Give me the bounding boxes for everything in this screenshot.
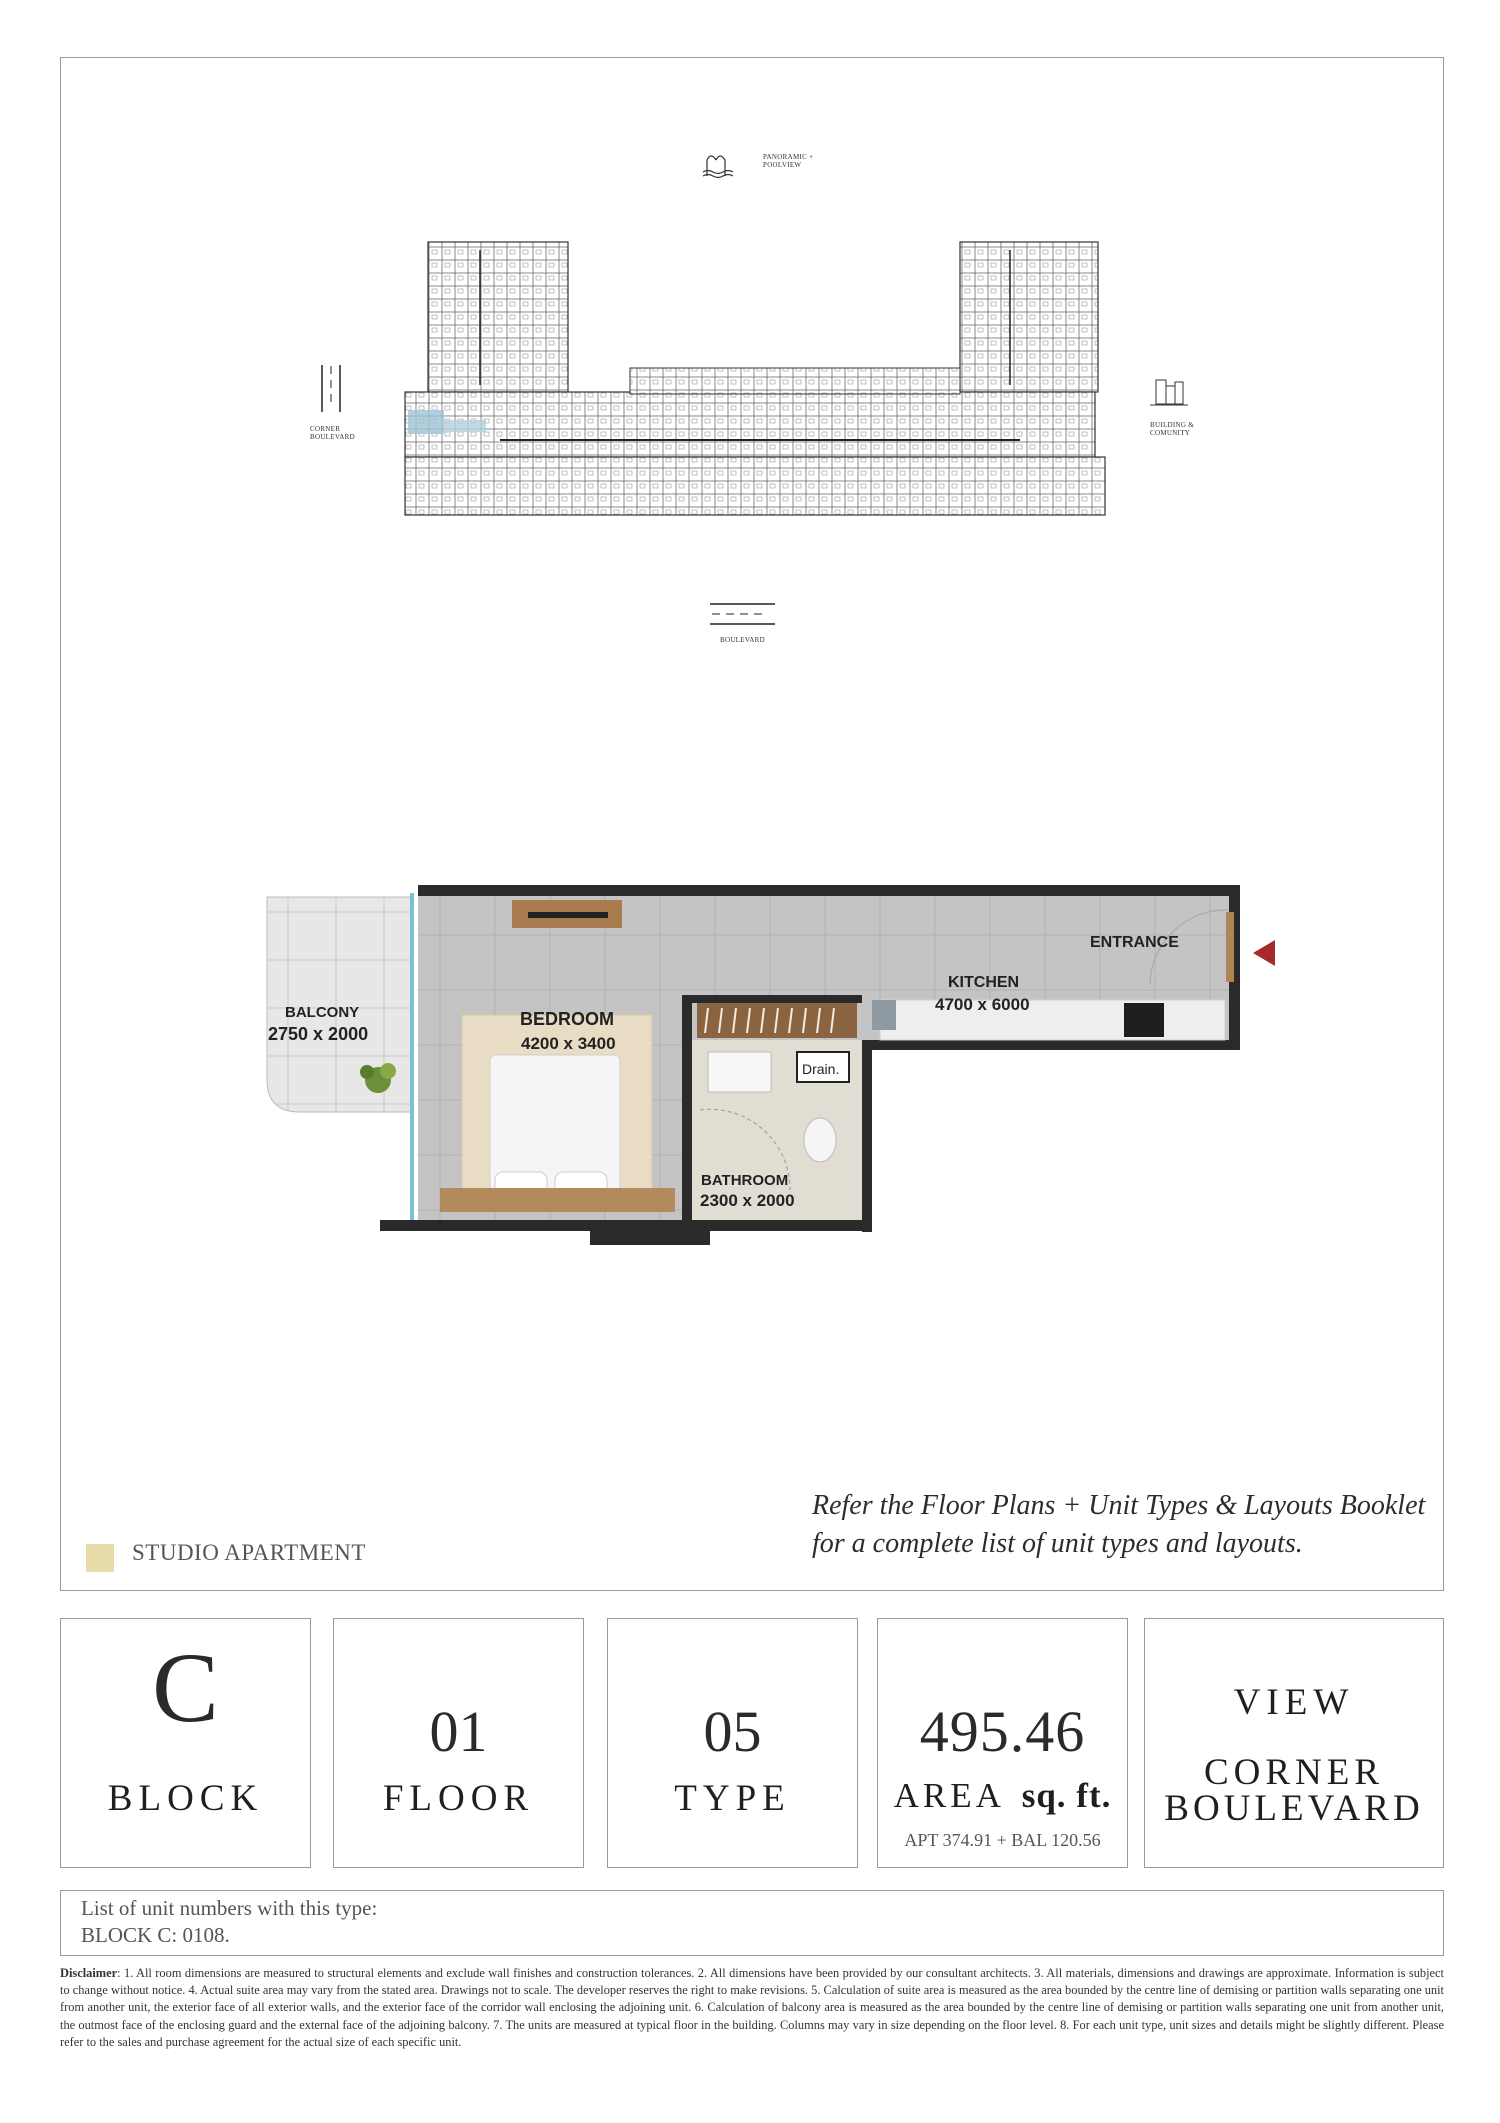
type-label: TYPE (674, 1778, 791, 1819)
unit-numbers-list: BLOCK C: 0108. (81, 1923, 230, 1947)
drain-label: Drain. (802, 1061, 840, 1077)
pool-icon (703, 156, 733, 178)
type-value: 05 (703, 1699, 762, 1764)
label-line: POOLVIEW (763, 161, 802, 169)
block-box (60, 1618, 311, 1868)
kitchen-size: 4700 x 6000 (935, 995, 1030, 1014)
unit-numbers-box (60, 1890, 1444, 1956)
key-plan-label-top (763, 153, 813, 169)
disclaimer-title: Disclaimer (60, 1966, 118, 1980)
balcony-size: 2750 x 2000 (268, 1024, 369, 1044)
disclaimer (60, 1965, 1444, 2051)
view-value-line1: CORNER (1203, 1752, 1385, 1793)
label-line: COMUNITY (1150, 429, 1191, 437)
bedroom-size: 4200 x 3400 (521, 1034, 616, 1053)
cooktop (1124, 1003, 1164, 1037)
building-footprint (405, 242, 1105, 515)
kitchen-counter (880, 1000, 1225, 1040)
area-value: 495.46 (919, 1699, 1086, 1764)
washbasin (708, 1052, 771, 1092)
view-label: VIEW (1233, 1682, 1355, 1723)
label-line: BOULEVARD (310, 433, 355, 441)
key-plan-label-left (310, 425, 355, 441)
bedroom-name: BEDROOM (520, 1009, 614, 1029)
road-horizontal-icon (710, 604, 775, 624)
road-vertical-icon (322, 365, 340, 412)
block-label: BLOCK (107, 1778, 264, 1819)
area-breakdown: APT 374.91 + BAL 120.56 (904, 1830, 1101, 1850)
disclaimer-text: : 1. All room dimensions are measured to structural elements and exclude wall finishes and construction tolerances. 2. All dimensions have been provided by our consultant architects. 3. All materials, dimensions and drawings are approximate. Information is subject to change without notice. 4. Actual suite area may vary from the stated area. Drawings not to scale. The developer reserves the right to make revisions. 5. Calculation of suite area is measured as the area bounded by the centre line of demising or partition walls separating one unit from another unit, the exterior face of all exterior walls, and the exterior face of the corridor wall enclosing the adjoining unit. 6. Calculation of balcony area is measured as the area bounded by the centre line of demising or partition walls separating one unit from another unit, the outmost face of the enclosing guard and the external face of the adjoining balcony. 7. The units are measured at typical floor in the building. Columns may vary in size depending on the floor level. 8. For each unit type, unit sizes and details might be slightly different. Please refer to the sales and purchase agreement for the actual size of each specific unit. (60, 1966, 1444, 2049)
refer-note: Refer the Floor Plans + Unit Types & Layouts Booklet for a complete list of unit types and layouts. (812, 1490, 1426, 1559)
key-plan-label-right (1150, 421, 1194, 437)
key-plan-label-bottom: BOULEVARD (720, 636, 765, 644)
type-box (607, 1618, 858, 1868)
bed-headboard (440, 1188, 675, 1212)
bathroom-name: BATHROOM (701, 1172, 789, 1189)
area-box (877, 1618, 1128, 1868)
entrance-door (1226, 912, 1234, 982)
entrance-arrow-icon (1253, 940, 1275, 966)
bathroom-size: 2300 x 2000 (700, 1191, 795, 1210)
balcony-name: BALCONY (285, 1004, 360, 1021)
kitchen-name: KITCHEN (948, 974, 1020, 991)
balcony-area (267, 893, 412, 1230)
key-plan (0, 0, 1500, 700)
entrance-name: ENTRANCE (1090, 934, 1179, 951)
floor-value: 01 (429, 1699, 488, 1764)
view-value-line2: BOULEVARD (1164, 1788, 1424, 1829)
legend-label: STUDIO APARTMENT (132, 1540, 366, 1565)
label-line: CORNER (310, 425, 341, 433)
building-icon (1150, 380, 1188, 405)
floor-label: FLOOR (382, 1778, 535, 1819)
unit-floor-plan (0, 860, 1500, 1260)
legend-swatch (86, 1544, 114, 1572)
area-label-row (878, 1776, 1127, 1816)
block-value: C (152, 1632, 219, 1743)
toilet (804, 1118, 836, 1162)
area-label: AREA (893, 1776, 1003, 1815)
unit-numbers-heading: List of unit numbers with this type: (81, 1896, 378, 1920)
fridge (872, 1000, 896, 1030)
floor-box (333, 1618, 584, 1868)
view-box (1144, 1618, 1444, 1868)
area-unit: sq. ft. (1021, 1776, 1112, 1815)
label-line: BUILDING & (1150, 421, 1195, 429)
label-line: PANORAMIC + (763, 153, 814, 161)
